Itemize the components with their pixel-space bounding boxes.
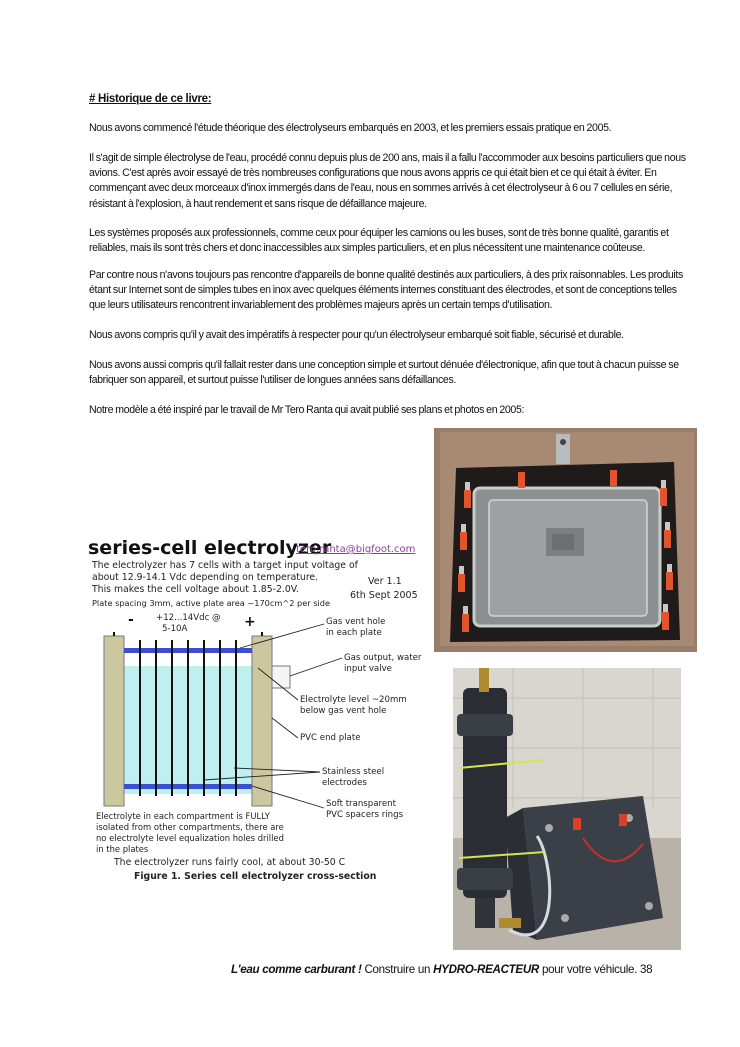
- output-valve: [272, 666, 290, 688]
- diagram-date: 6th Sept 2005: [350, 590, 418, 601]
- paragraph-6: Nous avons aussi compris qu'il fallait rester dans une conception simple et surtout dénuée d'électronique, afin que tout à chacun puisse se fabriquer son appareil, et surtout puisse l'utiliser de longues années sans défaillances.: [89, 359, 679, 387]
- note-line-3: no electrolyte level equalization holes drilled: [96, 833, 284, 843]
- left-end-plate: [104, 636, 124, 806]
- footer-bold: HYDRO-REACTEUR: [433, 963, 540, 976]
- paragraph-7: Notre modèle a été inspiré par le travail de Mr Tero Ranta qui avait publié ses plans et photos en 2005:: [89, 404, 525, 416]
- note-line-1: Electrolyte in each compartment is FULLY: [96, 811, 270, 821]
- label-gas-output-2: input valve: [344, 664, 392, 674]
- runs-cool-text: The electrolyzer runs fairly cool, at about 30-50 C: [114, 857, 346, 868]
- footer-italic: L'eau comme carburant !: [231, 963, 362, 976]
- diagram-email: tero.ranta@bigfoot.com: [296, 544, 416, 555]
- section-heading: # Historique de ce livre:: [89, 93, 212, 105]
- label-gas-vent-1: Gas vent hole: [326, 617, 386, 627]
- electrolyte-fill: [124, 666, 258, 794]
- label-gas-output-1: Gas output, water: [344, 653, 422, 663]
- supply-line-1: +12...14Vdc @: [156, 613, 221, 623]
- diagram-plate-spacing: Plate spacing 3mm, active plate area ~170cm^2 per side: [92, 598, 330, 608]
- note-line-4: in the plates: [96, 844, 149, 854]
- paragraph-5: Nous avons compris qu'il y avait des impératifs à respecter pour qu'un électrolyseur embarqué soit fiable, sécurisé et durable.: [89, 329, 624, 341]
- diagram-intro-line-3: This makes the cell voltage about 1.85-2.0V.: [92, 584, 299, 595]
- diagram-intro-line-1: The electrolyzer has 7 cells with a target input voltage of: [92, 560, 358, 571]
- minus-terminal: -: [128, 612, 134, 628]
- label-steel-2: electrodes: [322, 778, 367, 788]
- page-footer: [231, 963, 652, 976]
- paragraph-3: Les systèmes proposés aux professionnels, comme ceux pour équiper les camions ou les buses, sont de très bonne qualité, garantis et reliables, mais ils sont très chers et donc inaccessibles aux simples particuliers, et en plus nécessitent une maintenance coûteuse.: [89, 227, 669, 255]
- label-pvc-end-plate: PVC end plate: [300, 733, 361, 743]
- plus-terminal: +: [244, 614, 256, 630]
- footer-text-1: Construire un: [364, 963, 431, 976]
- right-end-plate: [252, 636, 272, 806]
- label-spacers-1: Soft transparent: [326, 799, 396, 809]
- label-level-1: Electrolyte level ~20mm: [300, 695, 407, 705]
- diagram-version: Ver 1.1: [368, 576, 402, 587]
- footer-text-2: pour votre véhicule. 38: [541, 963, 653, 976]
- diagram-title: series-cell electrolyzer: [88, 537, 332, 559]
- tube-electrolyzer-photo: [453, 668, 681, 950]
- paragraph-1: Nous avons commencé l'étude théorique des électrolyseurs embarqués en 2003, et les premiers essais pratique en 2005.: [89, 122, 612, 134]
- paragraph-4: Par contre nous n'avons toujours pas rencontre d'appareils de bonne qualité destinés aux particuliers, à des prix raisonnables. Les produits étant sur Internet sont de simples tubes en inox avec quelques éléments internes constituant des électrodes, et sont de conceptions telles que leurs utilisateurs rencontrent invariablement des problèmes majeurs après un certain temps d'utilisation.: [89, 269, 683, 312]
- label-steel-1: Stainless steel: [322, 767, 385, 777]
- diagram-intro-line-2: about 12.9-14.1 Vdc depending on temperature.: [92, 572, 319, 583]
- label-spacers-2: PVC spacers rings: [326, 810, 404, 820]
- label-level-2: below gas vent hole: [300, 706, 387, 716]
- plate-electrolyzer-photo: [434, 428, 697, 652]
- supply-line-2: 5-10A: [162, 624, 188, 634]
- figure-caption: Figure 1. Series cell electrolyzer cross-section: [134, 871, 377, 882]
- series-cell-electrolyzer-diagram: [84, 528, 434, 890]
- paragraph-2: Il s'agit de simple électrolyse de l'eau, procédé connu depuis plus de 200 ans, mais il a fallu l'accommoder aux besoins particuliers que nous avions. C'est après avoir essayé de très nombreuses configurations que nous avons appris ce qui était bien et ce qui était à éviter. En commençant avec deux morceaux d'inox immergés dans de l'eau, nous en sommes arrivés à cet électrolyseur à 6 ou 7 cellules en série, résistant à l'explosion, à haut rendement et sans risque de défaillance majeure.: [89, 152, 686, 210]
- label-gas-vent-2: in each plate: [326, 628, 382, 638]
- note-line-2: isolated from other compartments, there are: [96, 822, 284, 832]
